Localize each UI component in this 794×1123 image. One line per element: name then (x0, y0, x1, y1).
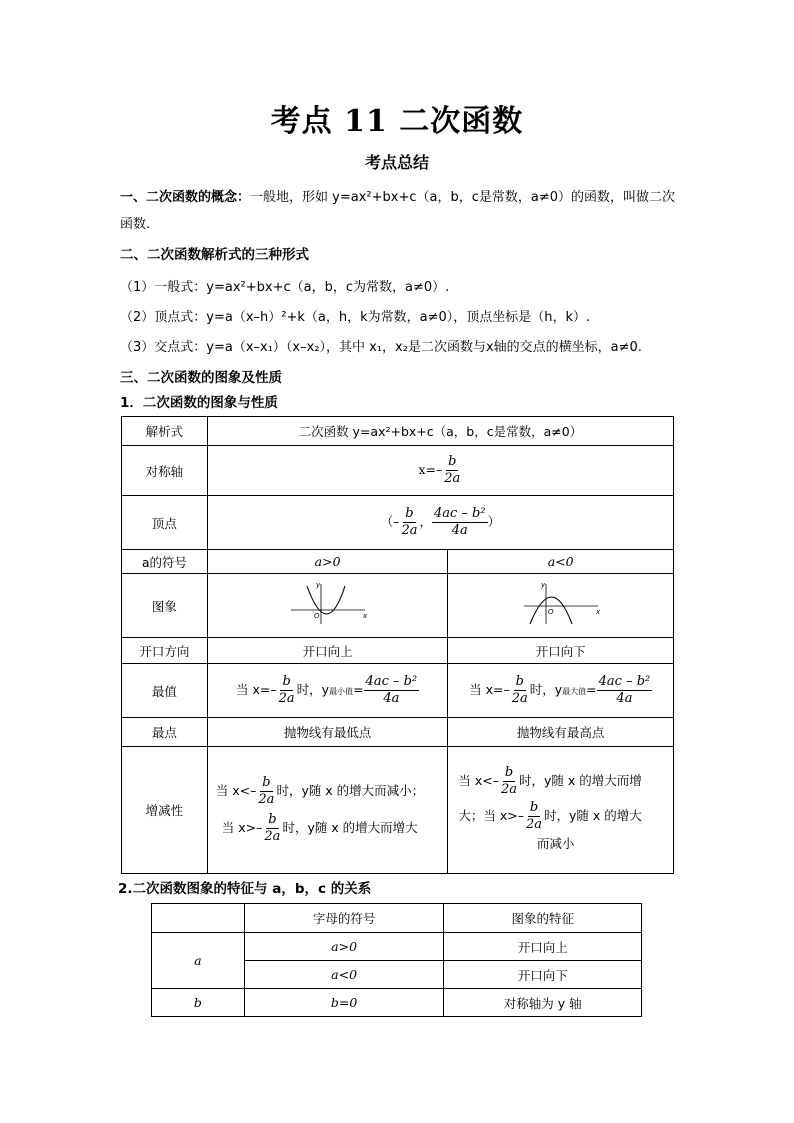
fraction: $\frac{\text{4ac – b²}}{4a}$ (433, 506, 486, 538)
section-2-item-vertex: （2）顶点式：y=a（x–h）²+k（a，h，k为常数，a≠0），顶点坐标是（h，k）. (120, 310, 591, 325)
vertex-value: （– $\frac{b}{2a}$ ， $\frac{\text{4ac – b²}}{4a}$ ） (207, 496, 673, 550)
header-feature: 图象的特征 (444, 904, 642, 933)
svg-text:x: x (362, 612, 367, 620)
extreme-max: 当 x=– $\frac{b}{2a}$ 时，y最大值= $\frac{\text{4ac – b²}}{4a}$ (448, 664, 674, 718)
section-1-text: 一般地，形如 y=ax²+bx+c（a，b，c是常数，a≠0）的函数，叫做二次函数. (120, 190, 675, 232)
expr-value: 二次函数 y=ax²+bx+c（a，b，c是常数，a≠0） (207, 417, 673, 446)
table-row (122, 664, 674, 718)
table-row (122, 638, 674, 664)
svg-text:x: x (595, 608, 600, 616)
header-sign: 字母的符号 (244, 904, 444, 933)
svg-text:y: y (540, 581, 545, 589)
page-title: 考点 11 二次函数 (270, 104, 524, 139)
graph-down-cell (448, 574, 674, 638)
point-high: 抛物线有最高点 (448, 718, 674, 747)
axis-prefix: x=– (418, 462, 443, 477)
row-label-axis: 对称轴 (122, 446, 208, 496)
table-row (152, 989, 642, 1017)
row-label-point: 最点 (122, 718, 208, 747)
table-row (122, 747, 674, 874)
header-empty (152, 904, 245, 933)
table-row (152, 904, 642, 933)
svg-text:y: y (315, 581, 320, 589)
row-label-expr: 解析式 (122, 417, 208, 446)
section-3-heading: 三、二次函数的图象及性质 (120, 370, 282, 386)
monotonic-positive: 当 x<– $\frac{b}{2a}$ 时，y随 x 的增大而减小； 当 x>– $\frac{b}{2a}$ 时，y随 x 的增大而增大 (207, 747, 448, 874)
svg-text:O: O (313, 612, 320, 620)
row-label-sign: a的符号 (122, 550, 208, 574)
parabola-down-graph (516, 580, 606, 628)
sign-positive: a>0 (207, 550, 448, 574)
row-label-vertex: 顶点 (122, 496, 208, 550)
table-row (122, 574, 674, 638)
extreme-min: 当 x=– $\frac{b}{2a}$ 时，y最小值= $\frac{\text{4ac – b²}}{4a}$ (207, 664, 448, 718)
table-row (122, 718, 674, 747)
abc-table (151, 903, 642, 1017)
row-label-graph: 图象 (122, 574, 208, 638)
table-row (122, 496, 674, 550)
graph-up-cell (207, 574, 448, 638)
section-2-item-intercept: （3）交点式：y=a（x–x₁）（x–x₂），其中 x₁，x₂是二次函数与x轴的交点的横坐标，a≠0. (120, 340, 642, 355)
properties-table (121, 416, 674, 874)
row-label-b: b (152, 989, 245, 1017)
page-subtitle: 考点总结 (364, 153, 429, 172)
a-positive: a>0 (244, 933, 444, 961)
b-zero: b=0 (244, 989, 444, 1017)
table-row (152, 933, 642, 961)
table-row (122, 417, 674, 446)
axis-value (207, 446, 673, 496)
open-down: 开口向下 (448, 638, 674, 664)
table-row (122, 446, 674, 496)
section-3-sub2: 2.二次函数图象的特征与 a，b，c 的关系 (118, 881, 372, 897)
b-zero-feature: 对称轴为 y 轴 (444, 989, 642, 1017)
section-3-sub1: 1．二次函数的图象与性质 (120, 395, 278, 411)
open-up: 开口向上 (207, 638, 448, 664)
parabola-up-graph (283, 580, 373, 628)
point-low: 抛物线有最低点 (207, 718, 448, 747)
section-2-item-general: （1）一般式：y=ax²+bx+c（a，b，c为常数，a≠0）. (120, 280, 450, 295)
section-2-heading: 二、二次函数解析式的三种形式 (120, 247, 309, 263)
table-row (122, 550, 674, 574)
sign-negative: a<0 (448, 550, 674, 574)
a-positive-feature: 开口向上 (444, 933, 642, 961)
monotonic-negative: 当 x<– $\frac{b}{2a}$ 时，y随 x 的增大而增 大；当 x>– $\frac{b}{2a}$ 时，y随 x 的增大 而减小 (448, 747, 674, 874)
row-label-extreme: 最值 (122, 664, 208, 718)
section-1-heading: 一、二次函数的概念： (120, 190, 251, 205)
row-label-monotonic: 增减性 (122, 747, 208, 874)
a-negative: a<0 (244, 961, 444, 989)
a-negative-feature: 开口向下 (444, 961, 642, 989)
fraction: $\frac{b}{2a}$ (444, 454, 461, 486)
fraction: $\frac{b}{2a}$ (401, 506, 418, 538)
row-label-open: 开口方向 (122, 638, 208, 664)
row-label-a: a (152, 933, 245, 989)
svg-text:O: O (547, 608, 554, 616)
section-1 (120, 184, 680, 238)
section-2-list (120, 273, 700, 363)
